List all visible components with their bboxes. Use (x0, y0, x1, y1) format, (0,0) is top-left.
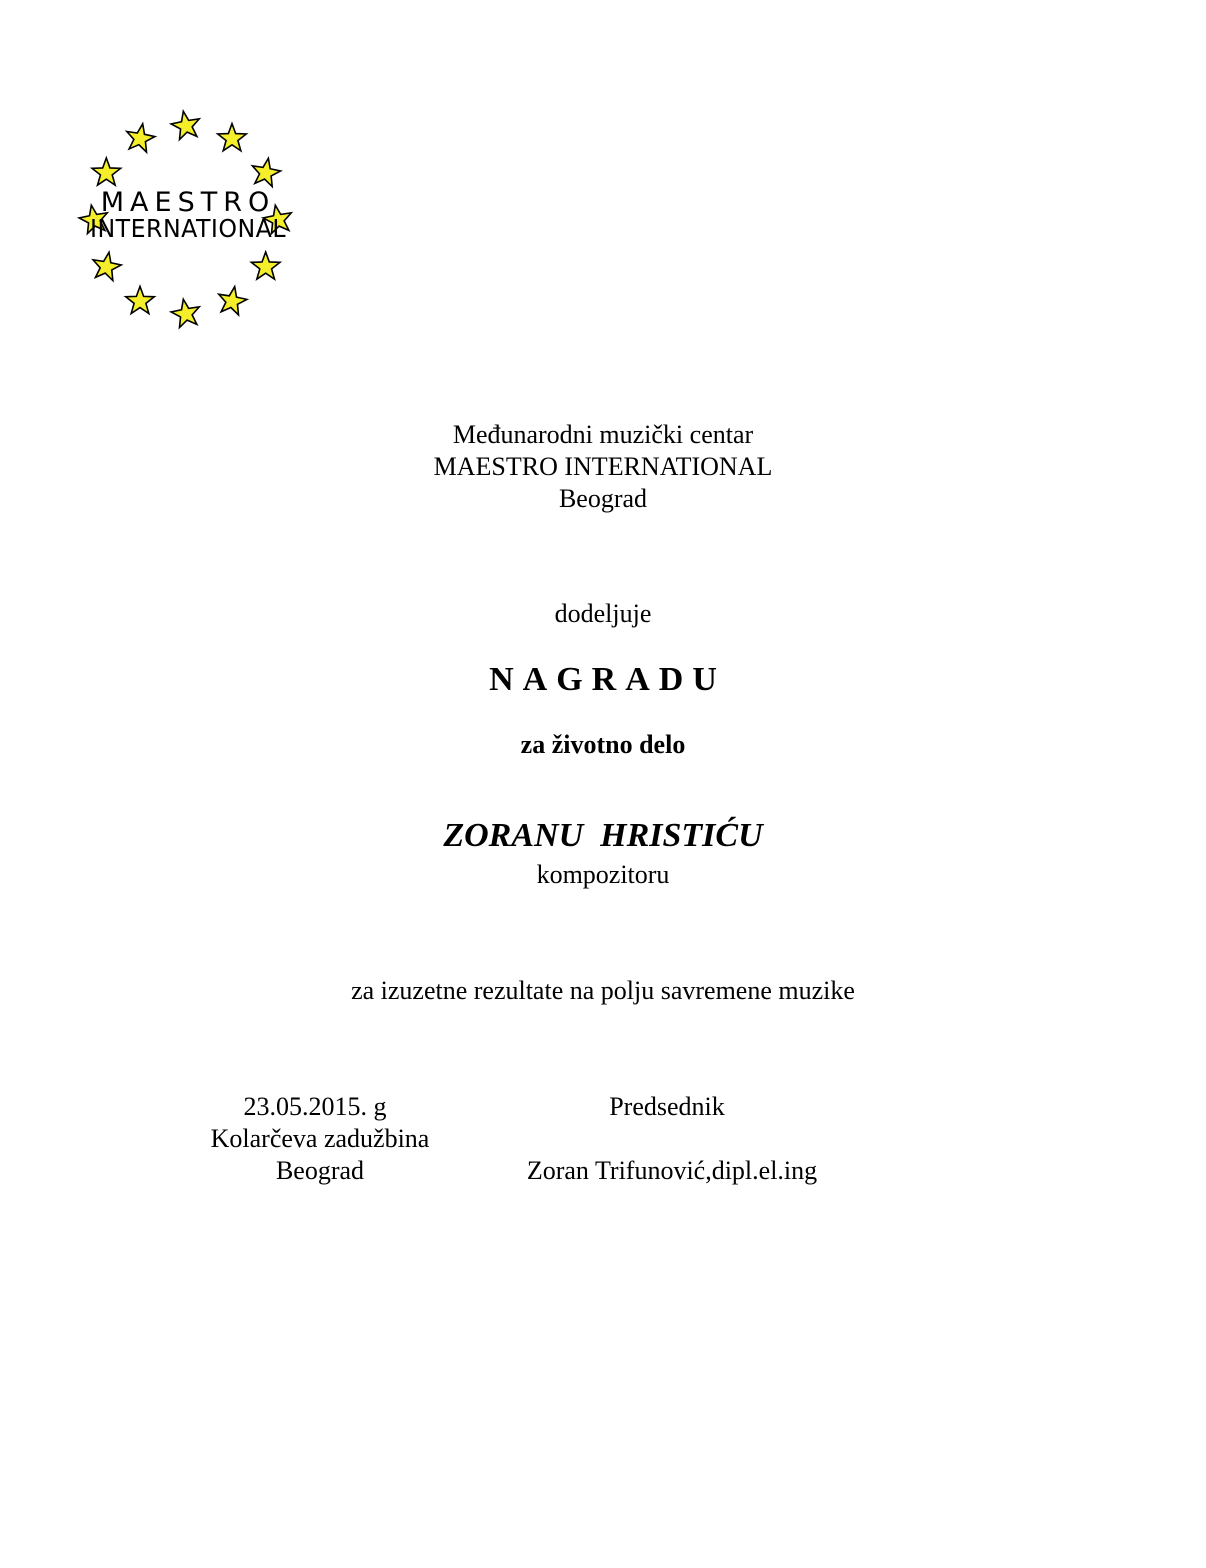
star-icon (171, 299, 199, 327)
award-subtitle: za životno delo (520, 730, 686, 759)
recipient-name: ZORANU HRISTIĆU (443, 817, 763, 854)
organization-name: MAESTRO INTERNATIONAL (433, 452, 773, 481)
star-icon (252, 158, 280, 186)
signature-space (492, 1123, 852, 1155)
award-title (0, 660, 1206, 700)
star-icon (171, 111, 199, 139)
award-date: 23.05.2015. g (243, 1092, 387, 1121)
organization-city: Beograd (558, 484, 648, 513)
organization-block (0, 419, 1206, 515)
award-title-text: NAGRADU (489, 661, 726, 698)
star-icon (93, 252, 121, 280)
signer-name: Zoran Trifunović,dipl.el.ing (526, 1156, 818, 1185)
footer-signature (492, 1091, 852, 1187)
award-reason: za izuzetne rezultate na polju savremene muzike (351, 976, 855, 1005)
star-icon (218, 124, 247, 151)
signer-title: Predsednik (609, 1092, 725, 1121)
logo-graphic (72, 100, 304, 338)
award-city: Beograd (275, 1156, 365, 1185)
maestro-international-logo (72, 100, 304, 338)
star-icon (127, 124, 155, 152)
logo-text-international: INTERNATIONAL (90, 214, 286, 243)
star-icon (219, 287, 247, 315)
star-icon (251, 252, 280, 279)
star-icon (126, 286, 155, 313)
award-verb: dodeljuje (554, 599, 652, 628)
organization-line-1: Međunarodni muzički centar (452, 420, 754, 449)
award-venue: Kolarčeva zadužbina (210, 1124, 430, 1153)
star-icon (92, 158, 121, 185)
recipient-role: kompozitoru (536, 860, 670, 889)
logo-text-maestro: MAESTRO (100, 187, 276, 218)
footer-date-place (180, 1091, 460, 1187)
